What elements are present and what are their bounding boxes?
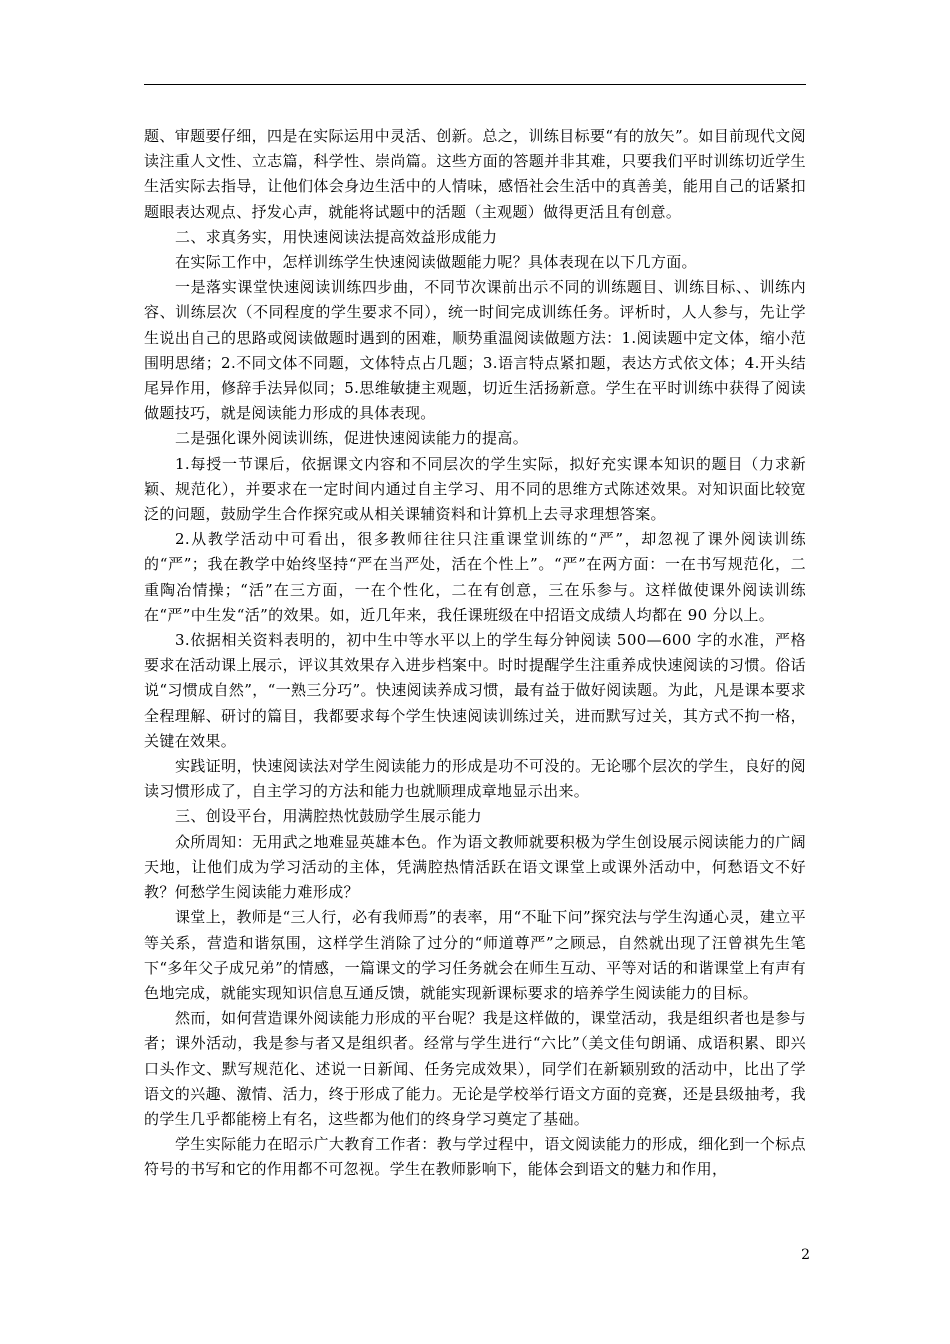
document-body [144, 124, 806, 1183]
paragraph: 二是强化课外阅读训练，促进快速阅读能力的提高。 [175, 429, 529, 448]
page-number: 2 [801, 1247, 810, 1263]
paragraph: 1.每授一节课后，依据课文内容和不同层次的学生实际，拟好充实课本知识的题目（力求新颖、规范化），并要求在一定时间内通过自主学习、用不同的思维方式陈述效果。对知识面比较宽泛的问题，鼓励学生合作探究或从相关课辅资料和计算机上去寻求理想答案。 [144, 454, 806, 524]
paragraph: 题、审题要仔细，四是在实际运用中灵活、创新。总之，训练目标要“有的放矢”。如目前现代文阅读注重人文性、立志篇，科学性、崇尚篇。这些方面的答题并非其难，只要我们平时训练切近学生生活实际去指导，让他们体会身边生活中的人情味，感悟社会生活中的真善美，能用自己的话紧扣题眼表达观点、抒发心声，就能将试题中的活题（主观题）做得更活且有创意。 [144, 127, 806, 221]
paragraph: 然而，如何营造课外阅读能力形成的平台呢？我是这样做的，课堂活动，我是组织者也是参与者；课外活动，我是参与者又是组织者。经常与学生进行“六比”（美文佳句朗诵、成语积累、即兴口头作文、默写规范化、述说一日新闻、任务完成效果），同学们在新颖别致的活动中，比出了学语文的兴趣、激情、活力，终于形成了能力。无论是学校举行语文方面的竞赛，还是县级抽考，我的学生几乎都能榜上有名，这些都为他们的终身学习奠定了基础。 [144, 1009, 806, 1128]
header-rule [144, 84, 806, 85]
section-heading: 三、创设平台，用满腔热忱鼓励学生展示能力 [175, 807, 483, 826]
paragraph: 学生实际能力在昭示广大教育工作者：教与学过程中，语文阅读能力的形成，细化到一个标点符号的书写和它的作用都不可忽视。学生在教师影响下，能体会到语文的魅力和作用， [144, 1135, 806, 1179]
section-heading: 二、求真务实，用快速阅读法提高效益形成能力 [175, 227, 498, 246]
paragraph: 2.从教学活动中可看出，很多教师往往只注重课堂训练的“严”，却忽视了课外阅读训练的“严”；我在教学中始终坚持“严在当严处，活在个性上”。“严”在两方面：一在书写规范化，二重陶冶情操；“活”在三方面，一在个性化，二在有创意，三在乐参与。这样做使课外阅读训练在“严”中生发“活”的效果。如，近几年来，我任课班级在中招语文成绩人均都在 90 分以上。 [144, 530, 806, 624]
paragraph: 课堂上，教师是“三人行，必有我师焉”的表率，用“不耻下问”探究法与学生沟通心灵，建立平等关系，营造和谐氛围，这样学生消除了过分的“师道尊严”之顾忌，自然就出现了汪曾祺先生笔下“多年父子成兄弟”的情感，一篇课文的学习任务就会在师生互动、平等对话的和谐课堂上有声有色地完成，就能实现知识信息互通反馈，就能实现新课标要求的培养学生阅读能力的目标。 [144, 908, 806, 1002]
paragraph: 一是落实课堂快速阅读训练四步曲，不同节次课前出示不同的训练题目、训练目标、、训练内容、训练层次（不同程度的学生要求不同），统一时间完成训练任务。评析时，人人参与，先让学生说出自己的思路或阅读做题时遇到的困难，顺势重温阅读做题方法：1.阅读题中定文体，缩小范围明思绪；2.不同文体不同题，文体特点占几题；3.语言特点紧扣题，表达方式依文体；4.开头结尾异作用，修辞手法异似同；5.思维敏捷主观题，切近生活扬新意。学生在平时训练中获得了阅读做题技巧，就是阅读能力形成的具体表现。 [144, 278, 806, 423]
paragraph: 实践证明，快速阅读法对学生阅读能力的形成是功不可没的。无论哪个层次的学生，良好的阅读习惯形成了，自主学习的方法和能力也就顺理成章地显示出来。 [144, 757, 806, 801]
paragraph: 众所周知：无用武之地难显英雄本色。作为语文教师就要积极为学生创设展示阅读能力的广阔天地，让他们成为学习活动的主体，凭满腔热情活跃在语文课堂上或课外活动中，何愁语文不好教？何愁学生阅读能力难形成？ [144, 832, 806, 902]
paragraph: 在实际工作中，怎样训练学生快速阅读做题能力呢？具体表现在以下几方面。 [175, 253, 697, 272]
paragraph: 3.依据相关资料表明的，初中生中等水平以上的学生每分钟阅读 500—600 字的水准，严格要求在活动课上展示，评议其效果存入进步档案中。时时提醒学生注重养成快速阅读的习惯。俗话说“习惯成自然”，“一熟三分巧”。快速阅读养成习惯，最有益于做好阅读题。为此，凡是课本要求全程理解、研讨的篇目，我都要求每个学生快速阅读训练过关，进而默写过关，其方式不拘一格，关键在效果。 [144, 631, 806, 750]
